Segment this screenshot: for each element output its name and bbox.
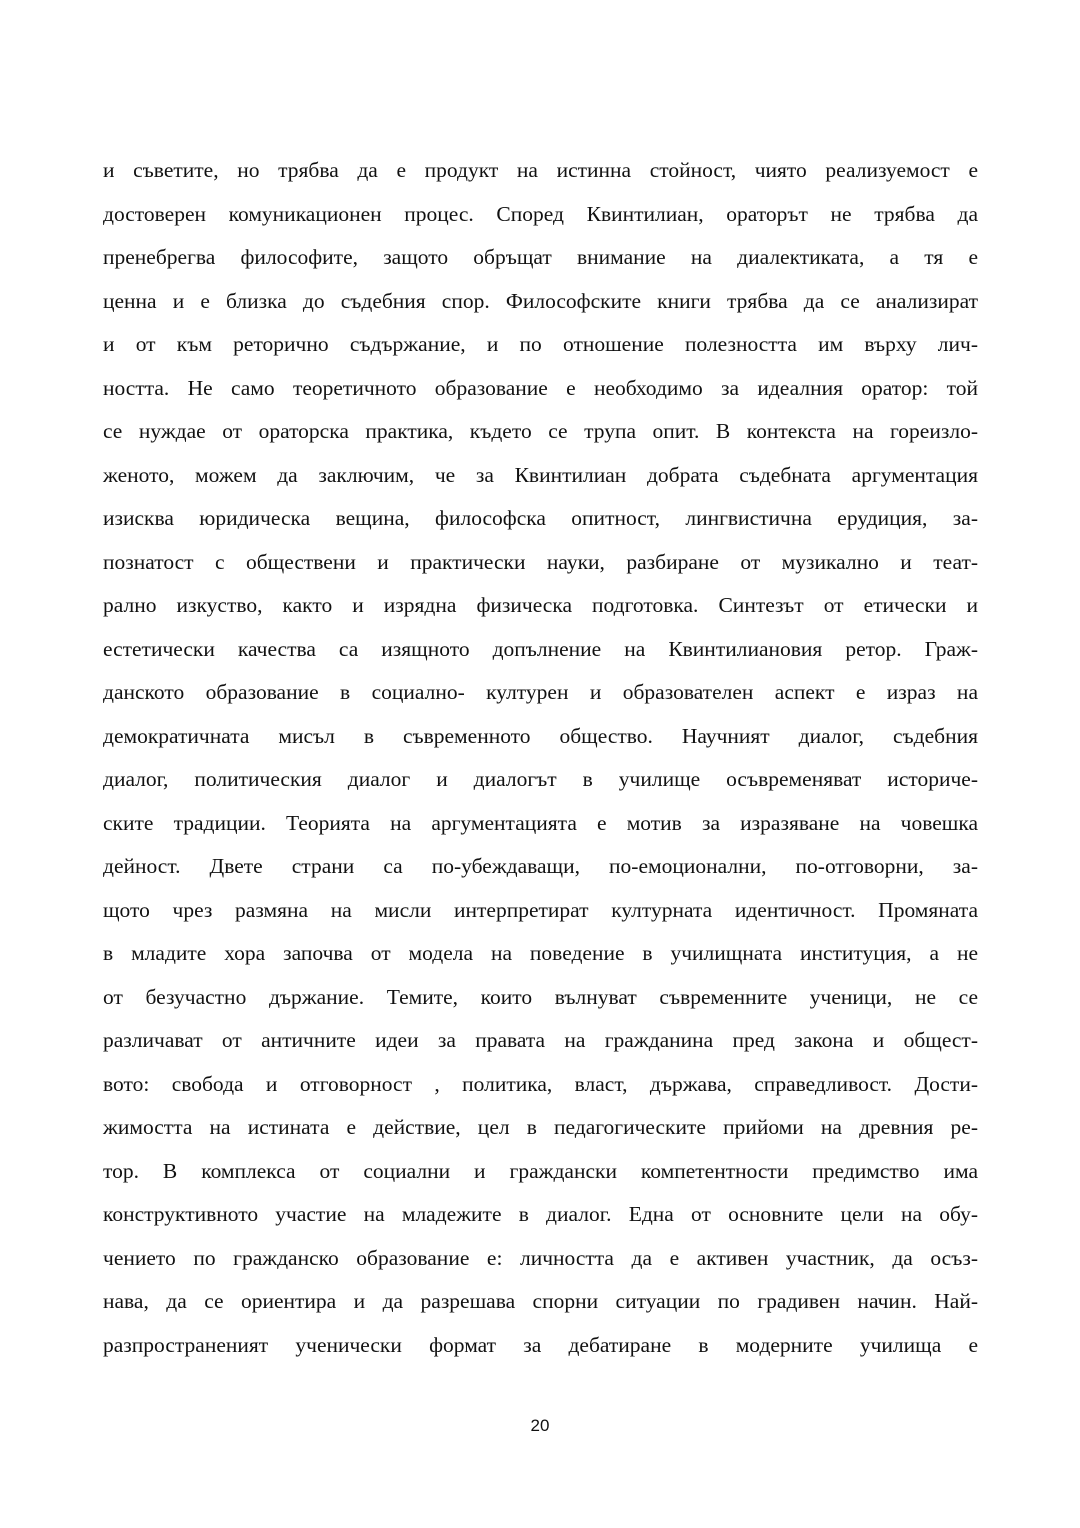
text-line: достоверен комуникационен процес. Според Квинтилиан, ораторът не трябва да xyxy=(103,201,978,226)
text-line: чението по гражданско образование е: личността да е активен участник, да осъз- xyxy=(103,1245,978,1270)
text-line: демократичната мисъл в съвременното общество. Научният диалог, съдебния xyxy=(103,723,978,748)
text-line: се нуждае от ораторска практика, където се трупа опит. В контекста на гореизло- xyxy=(103,419,978,443)
page-number: 20 xyxy=(530,1416,550,1435)
document-body xyxy=(103,149,978,1367)
text-line: и съветите, но трябва да е продукт на истинна стойност, чиято реализуемост е xyxy=(103,158,978,182)
text-line: познатост с обществени и практически науки, разбиране от музикално и теат- xyxy=(103,549,978,574)
text-line: от безучастно държание. Темите, които вълнуват съвременните ученици, не се xyxy=(103,984,978,1009)
text-line: нава, да се ориентира и да разрешава спорни ситуации по градивен начин. Най- xyxy=(103,1289,978,1313)
text-line: данското образование в социално- културен и образователен аспект е израз на xyxy=(103,680,978,704)
text-line: диалог, политическия диалог и диалогът в училище осъвременяват историче- xyxy=(103,767,978,791)
text-line: изисква юридическа вещина, философска опитност, лингвистична ерудиция, за- xyxy=(103,506,978,530)
text-line: щото чрез размяна на мисли интерпретират културната идентичност. Промяната xyxy=(103,897,978,922)
text-line: женото, можем да заключим, че за Квинтилиан добрата съдебната аргументация xyxy=(103,462,978,487)
text-line: рално изкуство, както и изрядна физическа подготовка. Синтезът от етически и xyxy=(103,593,978,617)
text-line: жимостта на истината е действие, цел в педагогическите прийоми на древния ре- xyxy=(103,1115,978,1139)
text-line: дейност. Двете страни са по-убеждаващи, по-емоционални, по-отговорни, за- xyxy=(103,854,978,878)
text-line: ността. Не само теоретичното образование е необходимо за идеалния оратор: той xyxy=(103,375,978,400)
text-line: тор. В комплекса от социални и граждански компетентности предимство има xyxy=(103,1158,978,1183)
text-line: различават от античните идеи за правата на гражданина пред закона и общест- xyxy=(103,1028,978,1052)
text-line: вото: свобода и отговорност , политика, власт, държава, справедливост. Дости- xyxy=(103,1071,978,1096)
text-line: естетически качества са изящното допълнение на Квинтилиановия ретор. Граж- xyxy=(103,636,978,661)
text-line: конструктивното участие на младежите в диалог. Една от основните цели на обу- xyxy=(103,1202,978,1226)
text-line: ските традиции. Теорията на аргументацията е мотив за изразяване на човешка xyxy=(103,810,978,835)
text-line: разпространеният ученически формат за дебатиране в модерните училища е xyxy=(103,1332,978,1357)
text-line: в младите хора започва от модела на поведение в училищната институция, а не xyxy=(103,941,978,965)
text-line: ценна и е близка до съдебния спор. Философските книги трябва да се анализират xyxy=(103,288,978,313)
text-line: пренебрегва философите, защото обръщат внимание на диалектиката, а тя е xyxy=(103,245,978,269)
text-line: и от към реторично съдържание, и по отношение полезността им върху лич- xyxy=(103,332,978,356)
